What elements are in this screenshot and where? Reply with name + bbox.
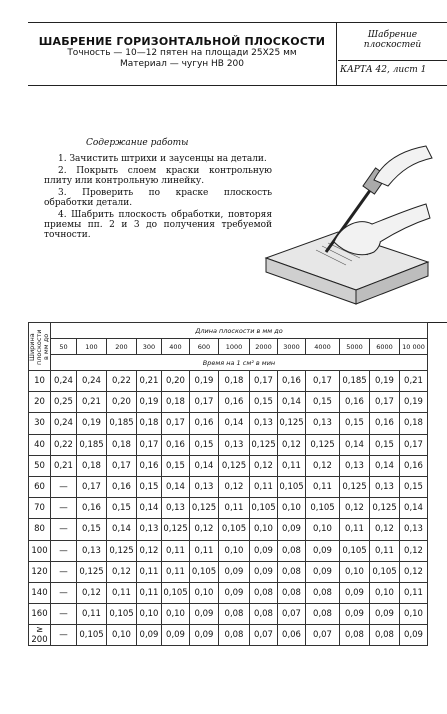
time-cell: 0,105: [219, 519, 250, 540]
time-cell: 0,09: [370, 604, 400, 625]
time-cell: 0,09: [219, 561, 250, 582]
table-body: [29, 371, 428, 646]
content-title: Содержание работы: [86, 138, 189, 148]
width-cell: 140: [29, 582, 51, 603]
time-cell: 0,19: [190, 371, 219, 392]
time-cell: —: [51, 625, 77, 646]
time-cell: 0,18: [137, 413, 162, 434]
width-cell: 40: [29, 434, 51, 455]
time-cell: 0,11: [400, 582, 428, 603]
time-cell: 0,125: [278, 413, 306, 434]
time-cell: 0,12: [190, 519, 219, 540]
time-cell: 0,08: [278, 582, 306, 603]
time-cell: 0,12: [250, 455, 278, 476]
time-cell: 0,09: [137, 625, 162, 646]
width-cell: 20: [29, 392, 51, 413]
time-cell: 0,16: [370, 413, 400, 434]
time-cell: 0,125: [219, 455, 250, 476]
width-cell: 10: [29, 371, 51, 392]
table-row: [29, 371, 428, 392]
time-cell: 0,125: [370, 498, 400, 519]
width-cell: ≥ 200: [29, 625, 51, 646]
time-cell: 0,105: [107, 604, 137, 625]
time-cell: 0,125: [190, 498, 219, 519]
time-cell: 0,105: [306, 498, 340, 519]
length-col: 300: [137, 339, 162, 355]
time-cell: —: [51, 604, 77, 625]
time-cell: 0,10: [137, 604, 162, 625]
time-cell: 0,15: [306, 392, 340, 413]
time-cell: —: [51, 519, 77, 540]
time-cell: 0,07: [250, 625, 278, 646]
time-cell: 0,185: [340, 371, 370, 392]
time-cell: 0,13: [400, 519, 428, 540]
time-cell: 0,12: [306, 455, 340, 476]
table-row: [29, 519, 428, 540]
category-line-2: плоскостей: [363, 40, 422, 50]
length-col: 2000: [250, 339, 278, 355]
time-cell: 0,185: [107, 413, 137, 434]
table-row: [29, 476, 428, 497]
time-cell: 0,17: [137, 434, 162, 455]
time-cell: 0,12: [340, 498, 370, 519]
time-cell: 0,14: [137, 498, 162, 519]
time-cell: 0,09: [306, 540, 340, 561]
width-cell: 120: [29, 561, 51, 582]
step-1: 1. Зачистить штрихи и заусенцы на детали.: [58, 154, 267, 164]
time-norm-table-wrap: [28, 322, 428, 646]
time-cell: 0,19: [400, 392, 428, 413]
table-row: [29, 434, 428, 455]
time-cell: 0,18: [107, 434, 137, 455]
length-col: 10 000: [400, 339, 428, 355]
time-cell: 0,12: [107, 561, 137, 582]
table-row: [29, 625, 428, 646]
time-cell: 0,08: [219, 604, 250, 625]
time-cell: 0,17: [306, 371, 340, 392]
category-box: [338, 23, 447, 61]
time-cell: 0,11: [137, 582, 162, 603]
step-2: 2. Покрыть слоем краски контрольную плиту или контрольную линейку.: [44, 166, 272, 186]
time-cell: 0,17: [190, 392, 219, 413]
time-cell: 0,11: [162, 540, 190, 561]
time-header: Время на 1 см² в мин: [51, 355, 428, 371]
time-cell: 0,11: [306, 476, 340, 497]
time-cell: —: [51, 540, 77, 561]
time-cell: 0,125: [107, 540, 137, 561]
length-col: 1000: [219, 339, 250, 355]
time-cell: 0,10: [190, 582, 219, 603]
width-cell: 70: [29, 498, 51, 519]
time-cell: 0,14: [370, 455, 400, 476]
time-cell: 0,08: [306, 604, 340, 625]
length-col: 3000: [278, 339, 306, 355]
time-cell: 0,125: [162, 519, 190, 540]
length-col: 200: [107, 339, 137, 355]
time-cell: 0,07: [278, 604, 306, 625]
time-cell: 0,09: [219, 582, 250, 603]
length-col: 5000: [340, 339, 370, 355]
time-cell: 0,14: [190, 455, 219, 476]
time-cell: 0,24: [51, 371, 77, 392]
time-cell: 0,16: [400, 455, 428, 476]
length-header-row: [29, 339, 428, 355]
time-cell: 0,11: [250, 476, 278, 497]
accuracy-line: Точность — 10—12 пятен на площади 25X25 мм: [67, 48, 297, 58]
time-cell: 0,17: [370, 392, 400, 413]
time-cell: 0,13: [306, 413, 340, 434]
time-cell: 0,19: [137, 392, 162, 413]
time-cell: 0,21: [137, 371, 162, 392]
time-cell: 0,10: [278, 498, 306, 519]
width-cell: 30: [29, 413, 51, 434]
time-cell: 0,13: [250, 413, 278, 434]
time-cell: 0,09: [162, 625, 190, 646]
time-cell: 0,09: [400, 625, 428, 646]
time-cell: 0,11: [137, 561, 162, 582]
time-cell: 0,11: [190, 540, 219, 561]
width-cell: 50: [29, 455, 51, 476]
time-cell: 0,22: [51, 434, 77, 455]
scraping-illustration: [256, 140, 436, 310]
time-cell: 0,19: [77, 413, 107, 434]
time-cell: 0,18: [77, 455, 107, 476]
time-cell: 0,10: [370, 582, 400, 603]
time-cell: 0,11: [278, 455, 306, 476]
time-cell: 0,12: [77, 582, 107, 603]
table-row: [29, 540, 428, 561]
time-norm-table: [28, 322, 428, 646]
length-col: 6000: [370, 339, 400, 355]
time-cell: 0,16: [278, 371, 306, 392]
time-cell: 0,17: [77, 476, 107, 497]
time-cell: 0,08: [250, 582, 278, 603]
time-cell: 0,13: [340, 455, 370, 476]
time-cell: 0,185: [77, 434, 107, 455]
time-cell: 0,105: [162, 582, 190, 603]
time-cell: —: [51, 476, 77, 497]
time-cell: 0,21: [77, 392, 107, 413]
time-cell: 0,14: [400, 498, 428, 519]
time-cell: 0,15: [162, 455, 190, 476]
time-cell: 0,10: [400, 604, 428, 625]
time-cell: 0,10: [250, 519, 278, 540]
time-cell: 0,20: [162, 371, 190, 392]
time-cell: 0,09: [250, 561, 278, 582]
length-col: 100: [77, 339, 107, 355]
time-cell: 0,21: [400, 371, 428, 392]
time-cell: 0,09: [190, 604, 219, 625]
time-cell: —: [51, 582, 77, 603]
time-cell: 0,10: [219, 540, 250, 561]
time-cell: 0,11: [107, 582, 137, 603]
time-cell: —: [51, 498, 77, 519]
time-cell: 0,21: [51, 455, 77, 476]
table-row: [29, 604, 428, 625]
width-cell: 60: [29, 476, 51, 497]
time-cell: 0,15: [370, 434, 400, 455]
time-cell: 0,11: [219, 498, 250, 519]
time-cell: 0,17: [107, 455, 137, 476]
time-cell: 0,105: [370, 561, 400, 582]
table-row: [29, 455, 428, 476]
time-cell: 0,105: [190, 561, 219, 582]
time-cell: 0,08: [306, 582, 340, 603]
time-cell: —: [51, 561, 77, 582]
time-cell: 0,15: [340, 413, 370, 434]
time-cell: 0,18: [400, 413, 428, 434]
table-row: [29, 582, 428, 603]
time-cell: 0,19: [370, 371, 400, 392]
time-cell: 0,11: [162, 561, 190, 582]
time-cell: 0,09: [306, 561, 340, 582]
length-header: Длина плоскости в мм до: [51, 323, 428, 339]
time-cell: 0,15: [137, 476, 162, 497]
card-header: [28, 22, 447, 86]
category-line-1: Шабрение: [367, 30, 418, 40]
time-cell: 0,125: [306, 434, 340, 455]
time-cell: 0,16: [137, 455, 162, 476]
time-cell: 0,13: [137, 519, 162, 540]
time-cell: 0,125: [340, 476, 370, 497]
time-cell: 0,08: [340, 625, 370, 646]
time-cell: 0,09: [278, 519, 306, 540]
length-col: 4000: [306, 339, 340, 355]
time-cell: 0,15: [250, 392, 278, 413]
time-cell: 0,10: [162, 604, 190, 625]
time-cell: 0,125: [250, 434, 278, 455]
time-cell: 0,09: [340, 582, 370, 603]
time-cell: 0,16: [190, 413, 219, 434]
time-cell: 0,16: [340, 392, 370, 413]
time-cell: 0,08: [278, 540, 306, 561]
time-cell: 0,09: [340, 604, 370, 625]
time-cell: 0,12: [219, 476, 250, 497]
time-cell: 0,13: [162, 498, 190, 519]
time-cell: 0,11: [340, 519, 370, 540]
width-cell: 160: [29, 604, 51, 625]
step-3: 3. Проверить по краске плоскость обработки детали.: [44, 188, 272, 208]
steps-list: [44, 154, 272, 242]
time-cell: 0,24: [77, 371, 107, 392]
time-cell: 0,17: [400, 434, 428, 455]
time-cell: 0,08: [370, 625, 400, 646]
time-cell: 0,14: [219, 413, 250, 434]
time-cell: 0,08: [219, 625, 250, 646]
time-cell: 0,105: [278, 476, 306, 497]
time-cell: 0,08: [278, 561, 306, 582]
time-cell: 0,17: [250, 371, 278, 392]
width-cell: 100: [29, 540, 51, 561]
table-row: [29, 392, 428, 413]
width-corner-label: Ширина плоскости в мм до: [28, 328, 50, 365]
time-cell: 0,15: [77, 519, 107, 540]
time-cell: 0,15: [190, 434, 219, 455]
time-cell: 0,10: [306, 519, 340, 540]
time-cell: 0,12: [400, 561, 428, 582]
time-cell: 0,105: [250, 498, 278, 519]
length-col: 600: [190, 339, 219, 355]
time-cell: 0,13: [370, 476, 400, 497]
time-cell: 0,20: [107, 392, 137, 413]
content-section: [28, 84, 447, 323]
time-cell: 0,13: [190, 476, 219, 497]
time-cell: 0,14: [107, 519, 137, 540]
time-cell: 0,105: [77, 625, 107, 646]
time-cell: 0,12: [278, 434, 306, 455]
time-cell: 0,07: [306, 625, 340, 646]
header-side: [338, 23, 447, 85]
time-cell: 0,13: [77, 540, 107, 561]
time-cell: 0,09: [190, 625, 219, 646]
length-col: 50: [51, 339, 77, 355]
header-main: [28, 23, 337, 85]
time-cell: 0,16: [219, 392, 250, 413]
time-cell: 0,16: [77, 498, 107, 519]
time-cell: 0,08: [250, 604, 278, 625]
time-cell: 0,11: [77, 604, 107, 625]
time-cell: 0,25: [51, 392, 77, 413]
time-cell: 0,125: [77, 561, 107, 582]
time-cell: 0,13: [219, 434, 250, 455]
time-cell: 0,16: [107, 476, 137, 497]
width-corner: [29, 323, 51, 371]
time-cell: 0,18: [219, 371, 250, 392]
step-4: 4. Шабрить плоскость обработки, повторяя приемы пп. 2 и 3 до получения требуемой точности.: [44, 210, 272, 240]
time-cell: 0,11: [370, 540, 400, 561]
table-row: [29, 498, 428, 519]
time-cell: 0,10: [107, 625, 137, 646]
material-line: Материал — чугун HB 200: [119, 59, 245, 69]
time-cell: 0,16: [162, 434, 190, 455]
time-cell: 0,15: [107, 498, 137, 519]
time-cell: 0,24: [51, 413, 77, 434]
time-cell: 0,09: [250, 540, 278, 561]
time-cell: 0,14: [278, 392, 306, 413]
table-row: [29, 413, 428, 434]
time-cell: 0,10: [340, 561, 370, 582]
time-cell: 0,14: [162, 476, 190, 497]
time-cell: 0,12: [137, 540, 162, 561]
card-number: КАРТА 42, лист 1: [340, 65, 427, 75]
time-cell: 0,12: [370, 519, 400, 540]
time-cell: 0,12: [400, 540, 428, 561]
time-cell: 0,15: [400, 476, 428, 497]
page-title: ШАБРЕНИЕ ГОРИЗОНТАЛЬНОЙ ПЛОСКОСТИ: [38, 35, 326, 48]
width-cell: 80: [29, 519, 51, 540]
length-col: 400: [162, 339, 190, 355]
time-cell: 0,17: [162, 413, 190, 434]
table-row: [29, 561, 428, 582]
time-cell: 0,06: [278, 625, 306, 646]
time-cell: 0,14: [340, 434, 370, 455]
time-cell: 0,105: [340, 540, 370, 561]
time-cell: 0,18: [162, 392, 190, 413]
time-cell: 0,22: [107, 371, 137, 392]
